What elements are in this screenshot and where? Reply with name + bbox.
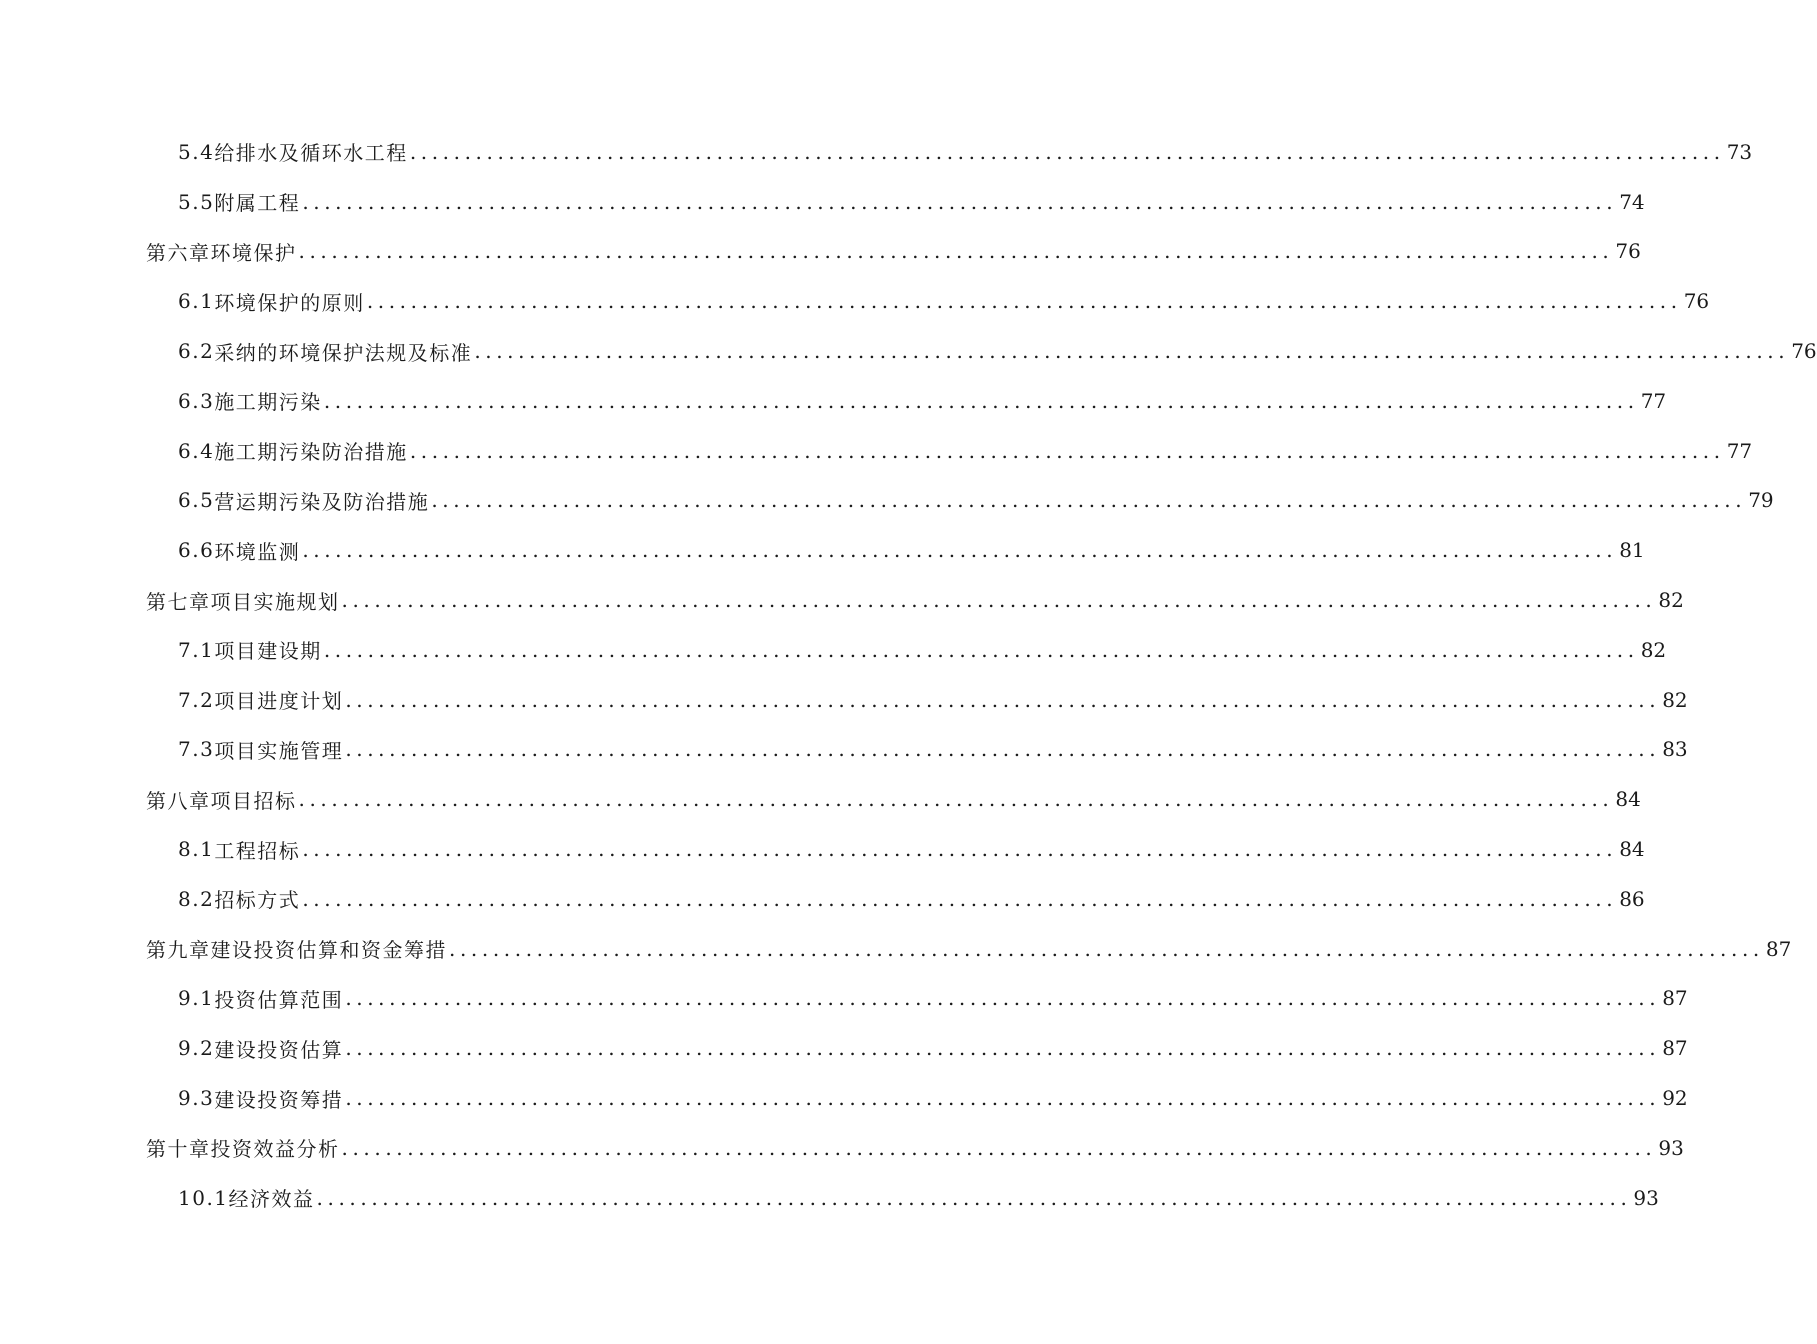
toc-entry-title: 环境监测 bbox=[214, 539, 301, 564]
toc-entry-page: 79 bbox=[1748, 488, 1774, 513]
toc-entry-number: 6.4 bbox=[178, 438, 215, 463]
toc-entry-6-2[interactable] bbox=[0, 326, 1817, 376]
toc-entry-page: 92 bbox=[1662, 1086, 1688, 1111]
toc-entry-title: 施工期污染防治措施 bbox=[214, 440, 408, 465]
toc-entry-page: 93 bbox=[1633, 1185, 1659, 1210]
toc-dot-leader: ........................................................................................................................ bbox=[345, 986, 1661, 1011]
toc-dot-leader: ........................................................................................................................ bbox=[302, 189, 1618, 214]
toc-dot-leader: ........................................................................................................................ bbox=[323, 637, 1639, 662]
toc-dot-leader: ........................................................................................................................ bbox=[409, 438, 1725, 463]
toc-dot-leader: ........................................................................................................................ bbox=[345, 687, 1661, 712]
toc-dot-leader: ........................................................................................................................ bbox=[345, 1036, 1661, 1061]
toc-entry-page: 84 bbox=[1615, 787, 1641, 812]
toc-entry-number: 9.3 bbox=[178, 1086, 215, 1111]
toc-entry-title: 经济效益 bbox=[228, 1187, 315, 1212]
toc-entry-chapter-7[interactable] bbox=[0, 575, 1684, 625]
table-of-contents bbox=[0, 127, 1817, 1223]
toc-entry-page: 87 bbox=[1765, 936, 1792, 961]
toc-entry-page: 86 bbox=[1619, 886, 1645, 911]
toc-entry-page: 82 bbox=[1640, 637, 1667, 662]
toc-entry-number: 9.1 bbox=[178, 986, 215, 1011]
toc-entry-page: 81 bbox=[1619, 538, 1645, 563]
toc-entry-number: 9.2 bbox=[178, 1036, 215, 1061]
toc-entry-number: 7.3 bbox=[178, 737, 215, 762]
toc-entry-page: 83 bbox=[1662, 737, 1688, 762]
toc-entry-chapter-8[interactable] bbox=[0, 774, 1641, 824]
toc-dot-leader: ........................................................................................................................ bbox=[302, 837, 1618, 862]
toc-entry-number: 5.4 bbox=[178, 139, 215, 164]
toc-entry-title: 建设投资估算和资金筹措 bbox=[210, 938, 447, 963]
toc-entry-page: 73 bbox=[1726, 139, 1753, 164]
toc-entry-chapter-6[interactable] bbox=[0, 227, 1641, 277]
toc-entry-9-2[interactable] bbox=[0, 1023, 1688, 1073]
toc-dot-leader: ........................................................................................................................ bbox=[323, 388, 1639, 413]
toc-dot-leader: ........................................................................................................................ bbox=[316, 1185, 1632, 1210]
toc-entry-page: 74 bbox=[1619, 189, 1645, 214]
toc-entry-title: 环境保护的原则 bbox=[214, 290, 365, 315]
toc-entry-9-3[interactable] bbox=[0, 1073, 1688, 1123]
toc-entry-title: 项目实施管理 bbox=[214, 738, 344, 763]
toc-entry-page: 77 bbox=[1640, 388, 1667, 413]
toc-entry-number: 6.5 bbox=[178, 488, 215, 513]
toc-entry-title: 建设投资筹措 bbox=[214, 1087, 344, 1112]
toc-dot-leader: ........................................................................................................................ bbox=[341, 1135, 1657, 1160]
toc-entry-number: 6.1 bbox=[178, 289, 215, 314]
toc-entry-title: 项目实施规划 bbox=[210, 589, 340, 614]
toc-entry-6-1[interactable] bbox=[0, 276, 1710, 326]
toc-entry-6-4[interactable] bbox=[0, 426, 1753, 476]
toc-entry-title: 施工期污染 bbox=[214, 390, 322, 415]
toc-entry-title: 采纳的环境保护法规及标准 bbox=[214, 340, 473, 365]
toc-entry-title: 工程招标 bbox=[214, 838, 301, 863]
toc-dot-leader: ........................................................................................................................ bbox=[449, 936, 1764, 961]
toc-entry-number: 5.5 bbox=[178, 189, 215, 214]
toc-entry-number: 6.3 bbox=[178, 388, 215, 413]
toc-dot-leader: ........................................................................................................................ bbox=[298, 239, 1614, 264]
toc-dot-leader: ........................................................................................................................ bbox=[302, 886, 1618, 911]
toc-entry-number: 第七章 bbox=[146, 589, 211, 614]
toc-entry-page: 82 bbox=[1658, 588, 1684, 613]
toc-entry-9-1[interactable] bbox=[0, 974, 1688, 1024]
toc-entry-8-2[interactable] bbox=[0, 874, 1645, 924]
toc-dot-leader: ........................................................................................................................ bbox=[431, 488, 1747, 513]
toc-dot-leader: ........................................................................................................................ bbox=[341, 588, 1657, 613]
toc-dot-leader: ........................................................................................................................ bbox=[345, 1086, 1661, 1111]
toc-entry-chapter-10[interactable] bbox=[0, 1123, 1684, 1173]
toc-entry-title: 投资效益分析 bbox=[210, 1137, 340, 1162]
toc-entry-number: 10.1 bbox=[178, 1185, 229, 1210]
toc-entry-6-6[interactable] bbox=[0, 525, 1645, 575]
toc-entry-page: 77 bbox=[1726, 438, 1753, 463]
toc-entry-number: 8.2 bbox=[178, 886, 215, 911]
toc-dot-leader: ........................................................................................................................ bbox=[345, 737, 1661, 762]
toc-entry-title: 投资估算范围 bbox=[214, 987, 344, 1012]
toc-entry-page: 76 bbox=[1791, 339, 1817, 364]
toc-entry-5-5[interactable] bbox=[0, 177, 1645, 227]
toc-entry-10-1[interactable] bbox=[0, 1173, 1659, 1223]
toc-entry-7-2[interactable] bbox=[0, 675, 1688, 725]
toc-entry-title: 项目招标 bbox=[210, 788, 297, 813]
toc-entry-page: 76 bbox=[1615, 239, 1641, 264]
toc-entry-6-3[interactable] bbox=[0, 376, 1667, 426]
toc-dot-leader: ........................................................................................................................ bbox=[366, 289, 1682, 314]
toc-dot-leader: ........................................................................................................................ bbox=[302, 538, 1618, 563]
toc-entry-number: 7.2 bbox=[178, 687, 215, 712]
toc-entry-title: 附属工程 bbox=[214, 191, 301, 216]
toc-entry-title: 营运期污染及防治措施 bbox=[214, 489, 430, 514]
toc-entry-number: 第八章 bbox=[146, 788, 211, 813]
toc-entry-page: 87 bbox=[1662, 1036, 1688, 1061]
toc-entry-title: 项目建设期 bbox=[214, 639, 322, 664]
toc-entry-number: 第十章 bbox=[146, 1137, 211, 1162]
toc-dot-leader: ........................................................................................................................ bbox=[298, 787, 1614, 812]
toc-entry-page: 93 bbox=[1658, 1135, 1684, 1160]
toc-entry-number: 6.2 bbox=[178, 339, 215, 364]
toc-entry-6-5[interactable] bbox=[0, 476, 1774, 526]
toc-entry-page: 82 bbox=[1662, 687, 1688, 712]
toc-entry-title: 建设投资估算 bbox=[214, 1037, 344, 1062]
toc-entry-title: 给排水及循环水工程 bbox=[214, 141, 408, 166]
toc-entry-page: 76 bbox=[1683, 289, 1710, 314]
toc-entry-number: 7.1 bbox=[178, 637, 215, 662]
toc-entry-number: 6.6 bbox=[178, 538, 215, 563]
toc-entry-number: 第九章 bbox=[146, 938, 211, 963]
toc-entry-number: 第六章 bbox=[146, 240, 211, 265]
toc-entry-title: 项目进度计划 bbox=[214, 689, 344, 714]
toc-entry-page: 87 bbox=[1662, 986, 1688, 1011]
toc-entry-7-3[interactable] bbox=[0, 725, 1688, 775]
toc-entry-title: 招标方式 bbox=[214, 888, 301, 913]
toc-entry-page: 84 bbox=[1619, 837, 1645, 862]
toc-entry-5-4[interactable] bbox=[0, 127, 1753, 177]
toc-entry-number: 8.1 bbox=[178, 837, 215, 862]
toc-entry-8-1[interactable] bbox=[0, 824, 1645, 874]
toc-entry-title: 环境保护 bbox=[210, 240, 297, 265]
toc-dot-leader: ........................................................................................................................ bbox=[474, 339, 1790, 364]
toc-entry-chapter-9[interactable] bbox=[0, 924, 1792, 974]
toc-dot-leader: ........................................................................................................................ bbox=[409, 139, 1725, 164]
toc-entry-7-1[interactable] bbox=[0, 625, 1667, 675]
